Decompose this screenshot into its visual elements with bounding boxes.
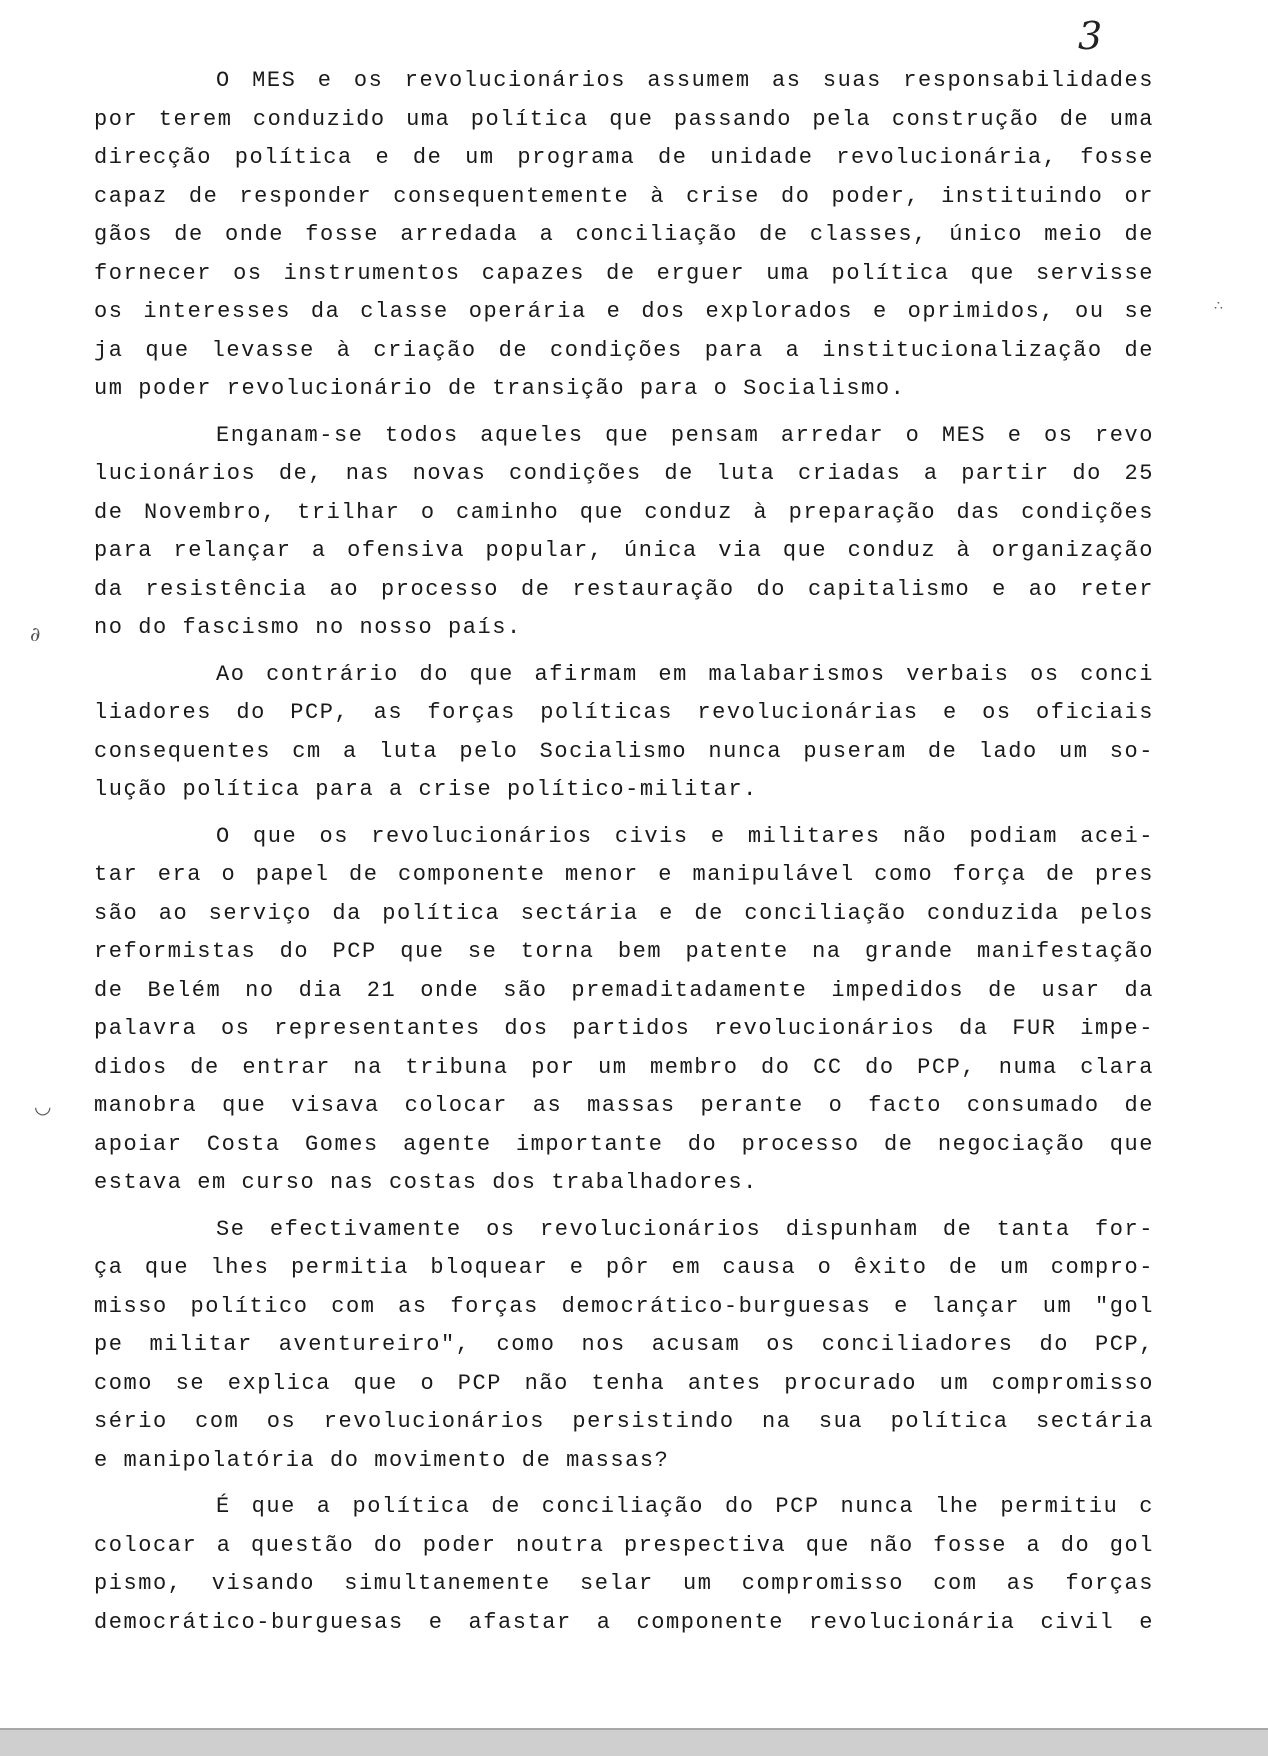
text-line: sério com os revolucionários persistindo na sua política sectária [94, 1409, 1154, 1434]
paragraph-4 [94, 818, 1170, 1203]
paragraph-3 [94, 656, 1170, 810]
paragraph-5 [94, 1211, 1170, 1481]
text-line: no do fascismo no nosso país. [94, 615, 522, 640]
text-line: democrático-burguesas e afastar a componente revolucionária civil e [94, 1609, 1154, 1635]
text-line: Enganam-se todos aqueles que pensam arredar o MES e os revo [216, 422, 1154, 448]
text-line: como se explica que o PCP não tenha antes procurado um compromisso [94, 1370, 1154, 1396]
text-line: Ao contrário do que afirmam em malabarismos verbais os conci [216, 661, 1154, 687]
text-line: um poder revolucionário de transição para o Socialismo. [94, 376, 906, 401]
text-line: tar era o papel de componente menor e manipulável como força de pres [94, 862, 1154, 887]
text-line: O que os revolucionários civis e militares não podiam acei- [216, 823, 1154, 849]
paragraph-1 [94, 62, 1170, 409]
text-line: capaz de responder consequentemente à crise do poder, instituindo or [94, 183, 1154, 209]
margin-mark-left-1: ∂ [30, 622, 41, 646]
text-line: fornecer os instrumentos capazes de erguer uma política que servisse [94, 260, 1154, 286]
text-line: É que a política de conciliação do PCP nunca lhe permitiu c [216, 1494, 1154, 1519]
scan-bottom-edge [0, 1728, 1268, 1756]
paragraph-6 [94, 1488, 1170, 1642]
text-line: colocar a questão do poder noutra prespectiva que não fosse a do gol [94, 1532, 1154, 1558]
text-line: para relançar a ofensiva popular, única via que conduz à organização [94, 538, 1154, 563]
text-line: consequentes cm a luta pelo Socialismo nunca puseram de lado um so- [94, 738, 1154, 764]
text-line: pe militar aventureiro", como nos acusam os conciliadores do PCP, [94, 1332, 1154, 1357]
text-line: gãos de onde fosse arredada a conciliação de classes, único meio de [94, 222, 1154, 247]
text-line: são ao serviço da política sectária e de conciliação conduzida pelos [94, 900, 1154, 926]
body-text [94, 62, 1170, 1650]
text-line: e manipolatória do movimento de massas? [94, 1447, 670, 1473]
text-line: da resistência ao processo de restauração do capitalismo e ao reter [94, 576, 1154, 602]
paragraph-2 [94, 417, 1170, 648]
text-line: de Novembro, trilhar o caminho que conduz à preparação das condições [94, 499, 1154, 525]
text-line: lucionários de, nas novas condições de luta criadas a partir do 25 [94, 461, 1154, 486]
text-line: direcção política e de um programa de unidade revolucionária, fosse [94, 145, 1154, 170]
margin-mark-left-2: ◡ [34, 1094, 52, 1118]
text-line: palavra os representantes dos partidos revolucionários da FUR impe- [94, 1016, 1154, 1041]
text-line: misso político com as forças democrático-burguesas e lançar um "gol [94, 1293, 1154, 1319]
text-line: manobra que visava colocar as massas perante o facto consumado de [94, 1093, 1154, 1118]
text-line: ja que levasse à criação de condições para a institucionalização de [94, 337, 1154, 363]
page-number: 3 [1078, 14, 1103, 58]
text-line: O MES e os revolucionários assumem as suas responsabilidades [216, 68, 1154, 93]
margin-mark-right: ∴ [1214, 298, 1223, 314]
text-line: por terem conduzido uma política que passando pela construção de uma [94, 106, 1154, 132]
text-line: ça que lhes permitia bloquear e pôr em causa o êxito de um compro- [94, 1255, 1154, 1280]
text-line: de Belém no dia 21 onde são premaditadamente impedidos de usar da [94, 977, 1154, 1003]
text-line: lução política para a crise político-militar. [94, 777, 758, 802]
text-line: Se efectivamente os revolucionários dispunham de tanta for- [216, 1216, 1154, 1242]
text-line: liadores do PCP, as forças políticas revolucionárias e os oficiais [94, 700, 1154, 725]
text-line: estava em curso nas costas dos trabalhadores. [94, 1170, 758, 1195]
text-line: didos de entrar na tribuna por um membro do CC do PCP, numa clara [94, 1054, 1154, 1080]
text-line: reformistas do PCP que se torna bem patente na grande manifestação [94, 939, 1154, 964]
text-line: os interesses da classe operária e dos explorados e oprimidos, ou se [94, 299, 1154, 324]
text-line: apoiar Costa Gomes agente importante do processo de negociação que [94, 1131, 1154, 1157]
text-line: pismo, visando simultanemente selar um compromisso com as forças [94, 1571, 1154, 1596]
